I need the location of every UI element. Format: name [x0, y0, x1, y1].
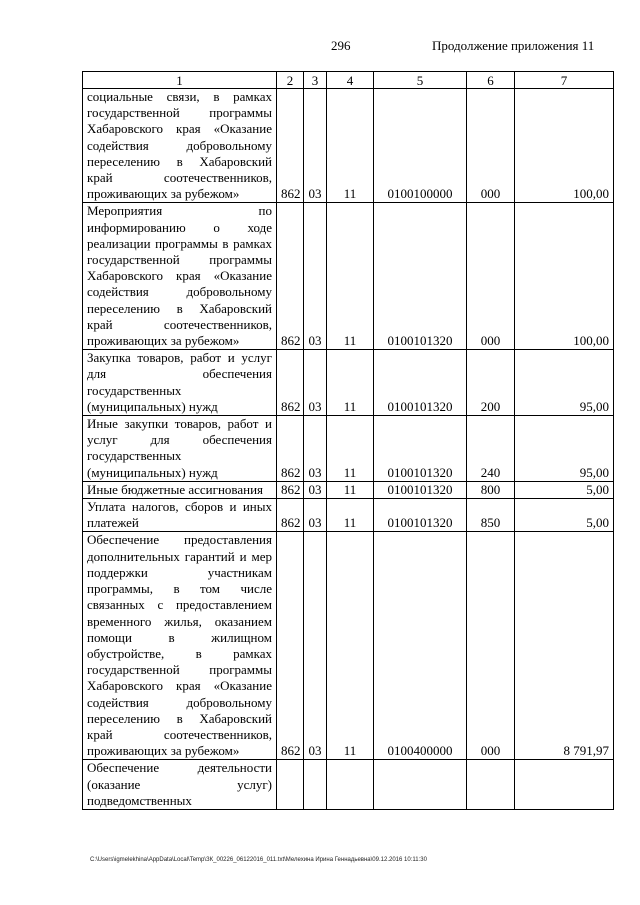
column-header: 7 — [515, 72, 614, 89]
budget-table — [82, 71, 614, 810]
appendix-continuation-label: Продолжение приложения 11 — [432, 38, 595, 53]
target-article-code: 0100101320 — [374, 499, 467, 532]
section-code: 03 — [304, 350, 327, 416]
row-name: Обеспечение деятельности (оказание услуг) подведомственных — [83, 760, 277, 810]
subsection-code: 11 — [327, 416, 374, 482]
target-article-code: 0100101320 — [374, 481, 467, 498]
page-number: 296 — [331, 38, 351, 53]
ministry-code: 862 — [277, 499, 304, 532]
ministry-code — [277, 760, 304, 810]
table-row — [83, 350, 614, 416]
target-article-code: 0100101320 — [374, 350, 467, 416]
ministry-code: 862 — [277, 481, 304, 498]
row-name: Уплата налогов, сборов и иных платежей — [83, 499, 277, 532]
section-code: 03 — [304, 416, 327, 482]
amount: 100,00 — [515, 89, 614, 203]
table-row — [83, 499, 614, 532]
ministry-code: 862 — [277, 416, 304, 482]
target-article-code: 0100100000 — [374, 89, 467, 203]
section-code: 03 — [304, 89, 327, 203]
ministry-code: 862 — [277, 203, 304, 350]
subsection-code: 11 — [327, 532, 374, 760]
column-header: 4 — [327, 72, 374, 89]
column-header: 6 — [467, 72, 515, 89]
subsection-code: 11 — [327, 499, 374, 532]
row-name: социальные связи, в рамках государственной программы Хабаровского края «Оказание содействия добровольному переселению в Хабаровский край соотечественников, проживающих за рубежом» — [83, 89, 277, 203]
row-name: Иные бюджетные ассигнования — [83, 481, 277, 498]
expense-type-code — [467, 760, 515, 810]
column-header: 5 — [374, 72, 467, 89]
table-row — [83, 89, 614, 203]
expense-type-code: 240 — [467, 416, 515, 482]
expense-type-code: 850 — [467, 499, 515, 532]
amount: 95,00 — [515, 350, 614, 416]
section-code: 03 — [304, 481, 327, 498]
table-header-row — [83, 72, 614, 89]
ministry-code: 862 — [277, 350, 304, 416]
subsection-code: 11 — [327, 350, 374, 416]
subsection-code: 11 — [327, 89, 374, 203]
amount: 95,00 — [515, 416, 614, 482]
target-article-code: 0100101320 — [374, 203, 467, 350]
column-header: 1 — [83, 72, 277, 89]
table-row — [83, 481, 614, 498]
table-row — [83, 416, 614, 482]
ministry-code: 862 — [277, 532, 304, 760]
subsection-code: 11 — [327, 481, 374, 498]
column-header: 2 — [277, 72, 304, 89]
target-article-code: 0100101320 — [374, 416, 467, 482]
target-article-code: 0100400000 — [374, 532, 467, 760]
subsection-code: 11 — [327, 203, 374, 350]
expense-type-code: 000 — [467, 89, 515, 203]
amount: 8 791,97 — [515, 532, 614, 760]
section-code: 03 — [304, 203, 327, 350]
expense-type-code: 000 — [467, 532, 515, 760]
amount: 5,00 — [515, 499, 614, 532]
column-header: 3 — [304, 72, 327, 89]
row-name: Иные закупки товаров, работ и услуг для обеспечения государственных (муниципальных) нужд — [83, 416, 277, 482]
amount — [515, 760, 614, 810]
section-code: 03 — [304, 499, 327, 532]
section-code — [304, 760, 327, 810]
amount: 5,00 — [515, 481, 614, 498]
section-code: 03 — [304, 532, 327, 760]
ministry-code: 862 — [277, 89, 304, 203]
expense-type-code: 800 — [467, 481, 515, 498]
document-file-path-footer: C:\Users\igmelekhina\AppData\Local\Temp\ЗК_00226_06122016_011.txt\Мелехина Ирина Геннадьевна\09.12.2016 10:11:30 — [90, 857, 427, 863]
row-name: Мероприятия по информированию о ходе реализации программы в рамках государственной программы Хабаровского края «Оказание содействия добровольному переселению в Хабаровский край соотечественников, проживающих за рубежом» — [83, 203, 277, 350]
table-row — [83, 203, 614, 350]
subsection-code — [327, 760, 374, 810]
table-row — [83, 760, 614, 810]
row-name: Закупка товаров, работ и услуг для обеспечения государственных (муниципальных) нужд — [83, 350, 277, 416]
target-article-code — [374, 760, 467, 810]
expense-type-code: 200 — [467, 350, 515, 416]
row-name: Обеспечение предоставления дополнительных гарантий и мер поддержки участникам программы, в том числе связанных с предоставлением временного жилья, оказанием помощи в жилищном обустройстве, в рамках государственной программы Хабаровского края «Оказание содействия добровольному переселению в Хабаровский край соотечественников, проживающих за рубежом» — [83, 532, 277, 760]
amount: 100,00 — [515, 203, 614, 350]
expense-type-code: 000 — [467, 203, 515, 350]
table-row — [83, 532, 614, 760]
